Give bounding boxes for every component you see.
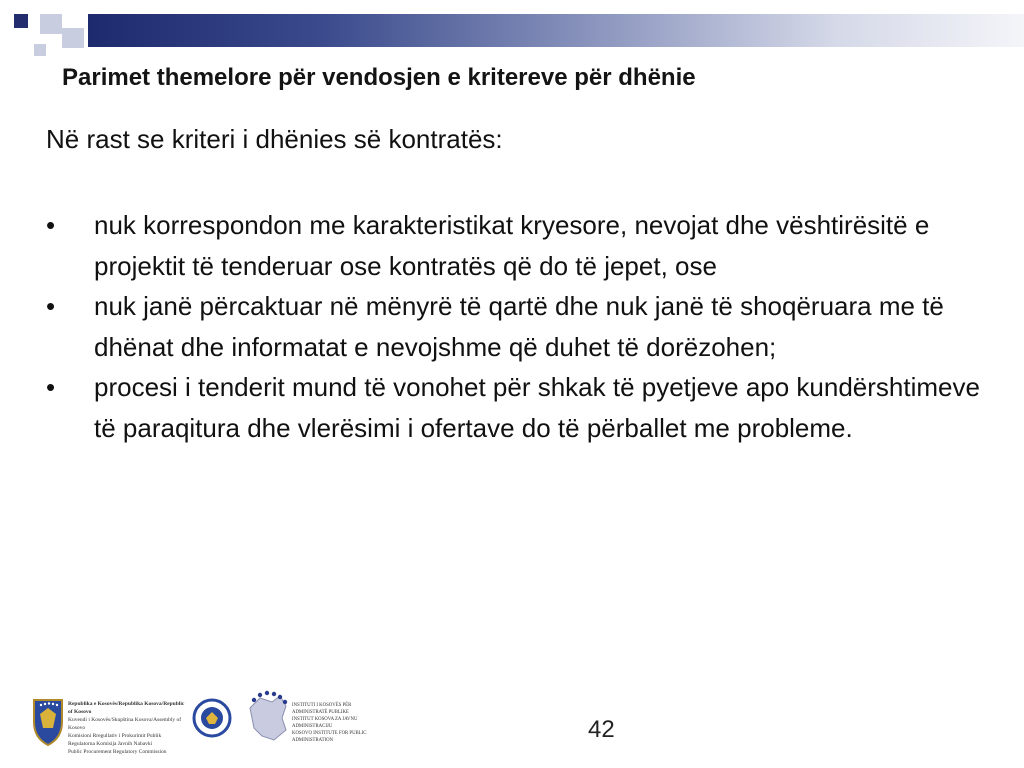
commission-line: Regulatorna Komisija Javnih Nabavki (68, 741, 153, 747)
institute-line: INSTITUTI I KOSOVËS PËR ADMINISTRATË PUBLIKE (292, 703, 352, 715)
commission-text (68, 700, 188, 756)
bullet-list (46, 205, 996, 448)
institute-line: INSTITUT KOSOVA ZA JAVNU ADMINISTRACIJU (292, 717, 358, 729)
bullet-item (46, 286, 996, 367)
commission-line: Kuvendi i Kosovës/Skupština Kosova/Assembly of Kosovo (68, 717, 182, 731)
header-gradient-bar (88, 14, 1024, 47)
commission-line: Republika e Kosovës/Republika Kosova/Republic of Kosovo (68, 701, 185, 715)
institute-map-logo-icon (250, 691, 287, 740)
decor-square-light (40, 14, 62, 34)
bullet-text: procesi i tenderit mund të vonohet për shkak të pyetjeve apo kundërshtimeve të paraqitura dhe vlerësimi i ofertave do të përballet me probleme. (94, 372, 980, 443)
kosovo-coat-of-arms-icon (34, 700, 62, 745)
institute-text (292, 702, 376, 744)
institute-line: KOSOVO INSTITUTE FOR PUBLIC ADMINISTRATION (292, 731, 367, 743)
bullet-text: nuk janë përcaktuar në mënyrë të qartë dhe nuk janë të shoqëruara me të dhënat dhe informatat e nevojshme që duhet të dorëzohen; (94, 291, 944, 362)
commission-line: Public Procurement Regulatory Commission (68, 749, 167, 755)
bullet-dot: • (46, 210, 56, 240)
page-number: 42 (588, 716, 615, 743)
bullet-dot: • (46, 372, 56, 402)
commission-line: Komisioni Rregullativ i Prokurimit Publik (68, 733, 162, 739)
bullet-item (46, 367, 996, 448)
bullet-item (46, 205, 996, 286)
round-seal-icon (194, 700, 230, 736)
bullet-dot: • (46, 291, 56, 321)
decor-square-dark (14, 14, 28, 28)
decor-square-small (34, 44, 46, 56)
decor-square-light (62, 28, 84, 48)
intro-text: Në rast se kriteri i dhënies së kontratës: (46, 124, 503, 154)
slide-title: Parimet themelore për vendosjen e kritereve për dhënie (62, 64, 696, 91)
bullet-text: nuk korrespondon me karakteristikat kryesore, nevojat dhe vështirësitë e projektit të tenderuar ose kontratës që do të jepet, ose (94, 210, 930, 281)
